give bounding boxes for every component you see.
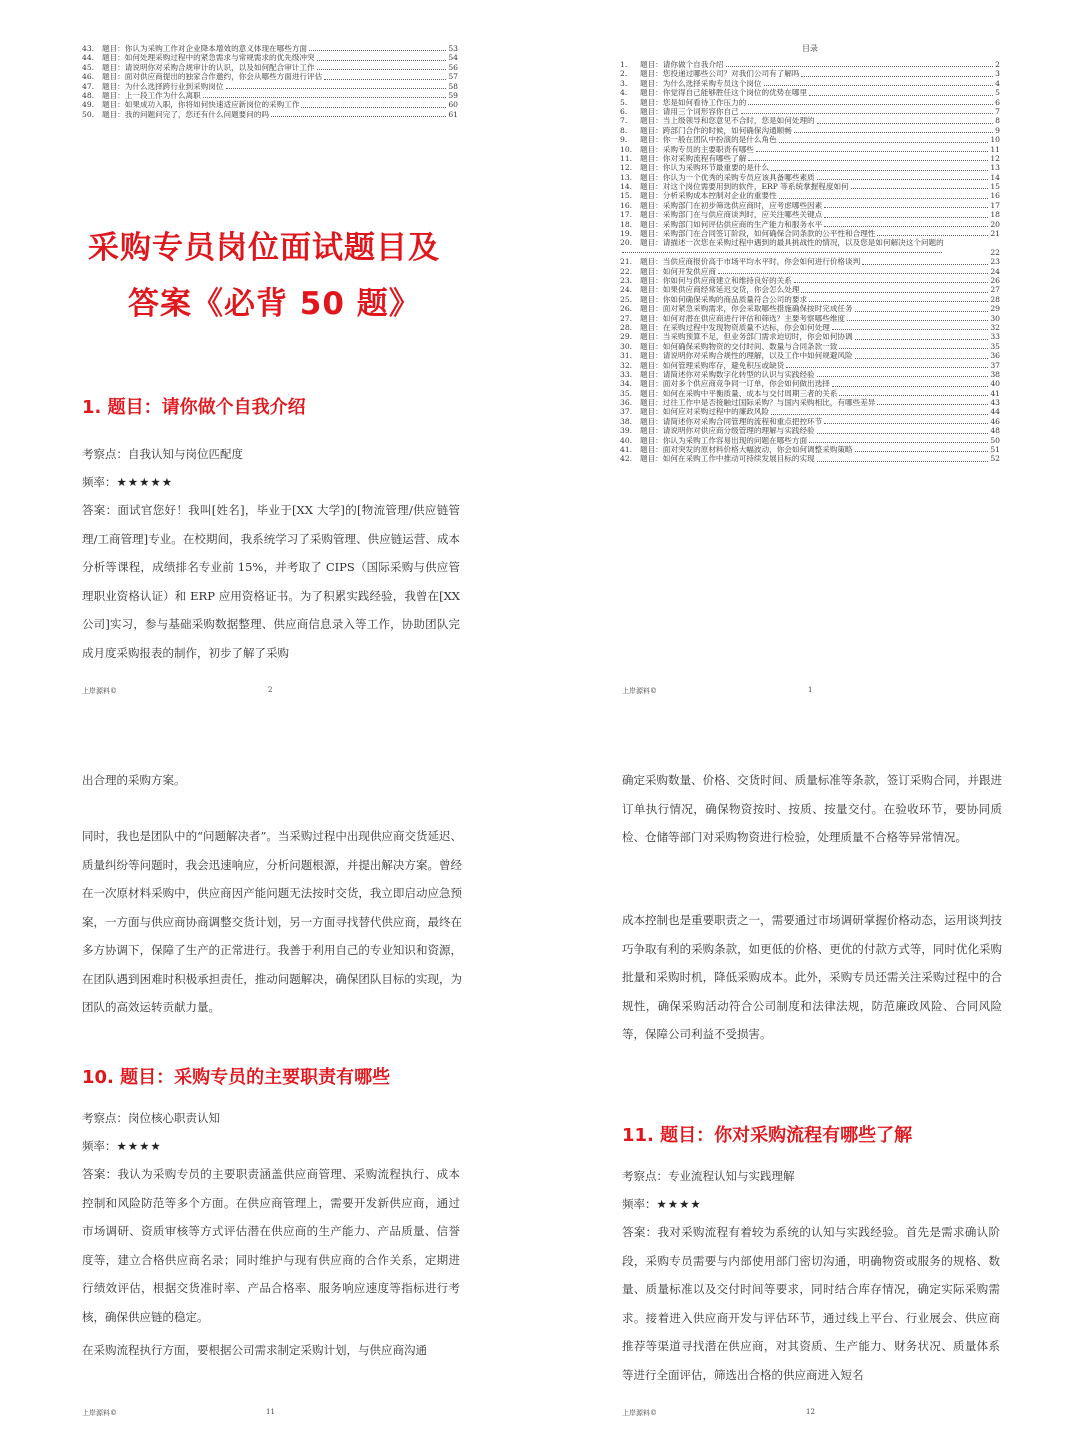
toc-leader-dots [839,348,988,349]
toc-leader-dots [817,376,989,377]
toc-leader-dots [824,217,988,218]
toc-item-number: 3. [620,78,628,88]
toc-item[interactable] [620,454,1000,463]
toc-leader-dots [855,451,989,452]
toc-item[interactable] [620,436,1000,445]
toc-item-number: 18. [620,219,633,229]
toc-list [620,60,1000,464]
toc-item-title: 题目：当采购预算不足，但业务部门需求迫切时，你会如何协调 [640,332,853,342]
toc-leader-dots [317,60,447,61]
toc-item[interactable] [82,110,458,119]
toc-leader-dots [877,235,988,236]
toc-item-page: 12 [990,153,1000,163]
toc-item-title: 题目：如果供应商经常延迟交货，你会怎么处理 [640,285,800,295]
toc-item-title: 题目：上一段工作为什么离职 [102,90,201,100]
toc-item-number: 8. [620,125,628,135]
toc-item-title: 题目：分析采购成本控制对企业的重要性 [640,191,777,201]
toc-item-page: 28 [990,294,1000,304]
toc-item-number: 19. [620,229,633,239]
toc-item-number: 15. [620,191,633,201]
toc-item[interactable] [620,267,1000,276]
toc-item-number: 2. [620,69,628,79]
toc-item-title: 题目：如何在采购中平衡质量、成本与交付周期三者的关系 [640,388,838,398]
toc-item-number: 21. [620,257,633,267]
toc-item[interactable] [620,445,1000,454]
toc-item-page: 10 [990,135,1000,145]
continued-paragraph: 出合理的采购方案。 [82,773,186,787]
toc-item[interactable] [620,154,1000,163]
toc-item-title: 题目：如何应对采购过程中的廉政风险 [640,407,770,417]
toc-item-number: 11. [620,153,633,163]
toc-item-title: 题目：你认为一个优秀的采购专员应该具备哪些素质 [640,172,815,182]
toc-item-title: 题目：你如何与供应商建立和维持良好的关系 [640,276,792,285]
toc-leader-dots [794,132,993,133]
toc-item-page: 11 [990,144,1000,154]
toc-item-title: 题目：你认为采购工作容易出现的问题在哪些方面 [640,435,808,445]
toc-leader-dots [832,386,988,387]
toc-leader-dots [824,207,988,208]
toc-item-page: 61 [448,109,458,119]
toc-item-page: 50 [990,435,1000,445]
toc-leader-dots [855,358,989,359]
toc-item-title: 题目：为什么选择跨行业到采购岗位 [102,81,224,91]
toc-item[interactable] [620,116,1000,125]
toc-item-title: 题目：如何对潜在供应商进行评估和筛选？主要考察哪些维度 [640,313,846,323]
toc-leader-dots [324,79,446,80]
toc-item-number: 30. [620,341,633,351]
toc-item-number: 13. [620,172,633,182]
toc-item[interactable] [82,100,458,109]
toc-item-number: 7. [620,116,628,126]
toc-item-page: 38 [990,369,1000,379]
toc-leader-dots [301,107,446,108]
toc-item[interactable] [620,107,1000,116]
toc-item[interactable] [620,182,1000,191]
frequency-stars: ★★★★ [116,1139,162,1153]
toc-item[interactable] [620,88,1000,97]
toc-item-page: 58 [448,81,458,91]
document-title-line-1: 采购专员岗位面试题目及 [88,230,440,266]
toc-item-page: 15 [990,182,1000,192]
toc-item[interactable] [620,79,1000,88]
toc-item-title: 题目：如何开发供应商 [640,266,716,276]
toc-item[interactable] [620,276,1000,285]
toc-leader-dots [622,252,942,253]
toc-item-number: 27. [620,313,633,323]
toc-item-title: 题目：对这个岗位需要用到的软件，ERP 等系统掌握程度如何 [640,182,849,192]
toc-leader-dots [794,282,988,283]
toc-item[interactable] [82,53,458,62]
toc-item[interactable] [620,69,1000,78]
toc-item-number: 35. [620,388,633,398]
toc-item-page: 7 [995,106,1000,116]
toc-item-title: 题目：采购部门在初步筛选供应商时，应考虑哪些因素 [640,200,823,210]
toc-item-page: 29 [990,304,1000,314]
question-frequency [622,1190,1000,1218]
toc-item-title: 题目：我的问题问完了，您还有什么问题要问的吗 [102,109,270,119]
toc-item-page: 27 [990,285,1000,295]
toc-title: 目录 [802,44,818,53]
footer-brand: 上岸源料© [622,687,657,695]
toc-item-page: 33 [990,332,1000,342]
toc-item-title: 题目：面对供应商提出的独家合作邀约，你会从哪些方面进行评估 [102,72,323,82]
question-11-block [622,1124,1000,1389]
toc-item-number: 40. [620,435,633,445]
toc-item-title: 题目：如何管理采购库存，避免积压或缺货 [640,360,785,370]
toc-item-title: 题目：采购部门在合同签订阶段，如何确保合同条款的公平性和合理性 [640,229,876,239]
toc-item-page: 32 [990,322,1000,332]
toc-item-number: 29. [620,332,633,342]
toc-item-title: 题目：面对多个供应商竞争同一订单，你会如何做出选择 [640,379,830,389]
toc-leader-dots [817,123,994,124]
toc-item[interactable] [620,351,1000,360]
toc-continuation-list [82,44,458,119]
toc-item[interactable] [620,379,1000,388]
toc-item-title: 题目：当上级领导和您意见不合时，您是如何处理的 [640,116,815,126]
toc-leader-dots [855,311,989,312]
question-1-block [82,396,460,667]
answer-paragraph: 答案：面试官您好！我叫[姓名]，毕业于[XX 大学]的[物流管理/供应链管理/工商管理]专业。在校期间，我系统学习了采购管理、供应链运营、成本分析等课程，成绩排名专业前 15%，并考取了 CIPS（国际采购与供应管理职业资格认证）和 ERP 应用资格证书。为了积累实践经验，我曾在[XX 公司]实习，参与基础采购数据整理、供应商信息录入等工作，协助团队完成月度采购报表的制作，初步了解了采购 [82,503,460,660]
frequency-label: 频率： [82,475,117,489]
toc-item-title: 题目：请说明你对采购合规审计的认识，以及如何配合审计工作 [102,62,315,72]
toc-item-title: 题目：你如何确保采购的商品质量符合公司的要求 [640,294,808,304]
toc-item-title: 题目：你觉得自己能够胜任这个岗位的优势在哪里 [640,88,808,98]
toc-leader-dots [847,320,988,321]
toc-leader-dots [226,88,447,89]
toc-leader-dots [726,66,994,67]
toc-item[interactable] [620,304,1000,313]
toc-item[interactable] [620,332,1000,341]
document-page-12 [540,720,1080,1440]
toc-item-page: 23 [990,257,1000,267]
toc-item-title: 题目：面对紧急采购需求，你会采取哪些措施确保按时完成任务 [640,304,853,314]
toc-item[interactable] [620,426,1000,435]
toc-leader-dots [203,97,447,98]
toc-item-title: 题目：请用三个词形容你自己 [640,106,739,116]
toc-item[interactable] [620,361,1000,370]
frequency-label: 频率： [622,1197,657,1211]
toc-item[interactable] [620,201,1000,210]
toc-item-page: 2 [995,60,1000,69]
toc-item-page: 60 [448,100,458,110]
toc-item-page: 41 [990,388,1000,398]
toc-item-title: 题目：如何确保采购物资的交付时间、数量与合同条款一致 [640,341,838,351]
toc-item-number: 39. [620,426,633,436]
toc-item[interactable] [620,370,1000,379]
toc-item-number: 12. [620,163,633,173]
toc-item-number: 42. [620,454,633,464]
toc-item-page: 3 [995,69,1000,79]
toc-item-number: 50. [82,109,95,119]
toc-item-page: 16 [990,191,1000,201]
toc-item-page: 17 [990,200,1000,210]
toc-item-title: 题目：请说明你对供应商分级管理的理解与实践经验 [640,426,815,436]
toc-leader-dots [317,69,447,70]
toc-item-page: 18 [990,210,1000,220]
footer-brand: 上岸源料© [82,1409,117,1417]
toc-leader-dots [801,76,993,77]
toc-leader-dots [741,113,993,114]
toc-item-number: 22. [620,266,633,276]
toc-item-page: 57 [448,72,458,82]
cost-control-paragraph: 成本控制也是重要职责之一，需要通过市场调研掌握价格动态，运用谈判技巧争取有利的采购条款，如更低的价格、更优的付款方式等，同时优化采购批量和采购时机，降低采购成本。此外，采购专员还需关注采购过程中的合规性，确保采购活动符合公司制度和法律法规，防范廉政风险、合同风险等，保障公司利益不受损害。 [622,913,1002,1041]
toc-leader-dots [801,292,988,293]
question-focus: 考察点：岗位核心职责认知 [82,1111,220,1125]
footer-page-number: 11 [266,1408,275,1416]
question-frequency [82,468,460,496]
toc-item-title: 题目：请简述你对采购合同管理的流程和重点把控环节 [640,416,823,426]
toc-item-title: 题目：面对突发的原材料价格大幅波动，你会如何调整采购策略 [640,445,853,455]
toc-item-title: 题目：请简述你对采购数字化转型的认识与实践经验 [640,369,815,379]
toc-item-number: 49. [82,100,95,110]
toc-item-title: 题目：你对采购流程有哪些了解 [640,153,747,163]
question-frequency [82,1132,460,1160]
toc-leader-dots [817,433,989,434]
answer-paragraph: 答案：我认为采购专员的主要职责涵盖供应商管理、采购流程执行、成本控制和风险防范等多个方面。在供应商管理上，需要开发新供应商，通过市场调研、资质审核等方式评估潜在供应商的生产能力、产品质量、信誉度等，建立合格供应商名录；同时维护与现有供应商的合作关系，定期进行绩效评估，根据交货准时率、产品合格率、服务响应速度等指标进行考核，确保供应链的稳定。 [82,1167,460,1324]
toc-item[interactable] [82,44,458,53]
toc-item-number: 9. [620,135,628,145]
toc-leader-dots [832,329,988,330]
toc-item-number: 44. [82,53,95,63]
toc-item-number: 23. [620,276,633,285]
toc-item[interactable] [620,398,1000,407]
toc-item-title: 题目：请说明你对采购合规性的理解，以及工作中如何规避风险 [640,351,853,361]
question-heading: 10. 题目：采购专员的主要职责有哪些 [82,1067,391,1088]
toc-item-title: 题目：您是如何看待工作压力的 [640,97,747,107]
footer-brand: 上岸源料© [82,687,117,695]
toc-item-page: 22 [990,247,1000,257]
toc-item-number: 24. [620,285,633,295]
question-10-block [82,1066,460,1331]
toc-item-title: 题目：你认为采购环节最重要的是什么 [640,163,770,173]
toc-item-number: 6. [620,106,628,116]
toc-item-title: 题目：如何在采购工作中推动可持续发展目标的实现 [640,454,815,464]
toc-leader-dots [824,423,988,424]
toc-leader-dots [779,142,989,143]
question-focus: 考察点：自我认知与岗位匹配度 [82,447,243,461]
toc-leader-dots [824,226,988,227]
toc-item-page: 8 [995,116,1000,126]
toc-item[interactable] [620,135,1000,144]
toc-item[interactable] [620,145,1000,154]
toc-item-page: 26 [990,276,1000,285]
problem-solver-paragraph: 同时，我也是团队中的“问题解决者”。当采购过程中出现供应商交货延迟、质量纠纷等问题时，我会迅速响应，分析问题根源，并提出解决方案。曾经在一次原材料采购中，供应商因产能问题无法按时交货，我立即启动应急预案，一方面与供应商协商调整交货计划，另一方面寻找替代供应商，最终在多方协调下，保障了生产的正常进行。我善于利用自己的专业知识和资源，在团队遇到困难时积极承担责任，推动问题解决，确保团队目标的实现，为团队的高效运转贡献力量。 [82,829,462,1014]
toc-leader-dots [748,104,993,105]
toc-item-page: 13 [990,163,1000,173]
document-title [60,220,500,332]
toc-leader-dots [786,367,988,368]
toc-item-number: 45. [82,62,95,72]
continued-paragraph: 确定采购数量、价格、交货时间、质量标准等条款，签订采购合同，并跟进订单执行情况，确保物资按时、按质、按量交付。在验收环节，要协同质检、仓储等部门对采购物资进行检验，处理质量不合格等异常情况。 [622,773,1002,844]
toc-item[interactable] [620,285,1000,294]
toc-item[interactable] [82,63,458,72]
toc-item[interactable] [620,389,1000,398]
toc-item-page: 52 [990,454,1000,464]
toc-item-title: 题目：过往工作中是否接触过国际采购？与国内采购相比，有哪些差异 [640,398,876,408]
toc-item[interactable] [620,229,1000,238]
toc-leader-dots [771,170,988,171]
toc-item-title: 题目：跨部门合作的时候，如何确保沟通顺畅 [640,125,792,135]
question-focus: 考察点：专业流程认知与实践理解 [622,1169,795,1183]
toc-item-page: 20 [990,219,1000,229]
toc-item-page: 30 [990,313,1000,323]
toc-item-title: 题目：你认为采购工作对企业降本增效的意义体现在哪些方面 [102,44,308,53]
toc-leader-dots [851,188,989,189]
toc-item-title: 题目：当供应商报价高于市场平均水平时，你会如何进行价格谈判 [640,257,861,267]
document-page-11 [0,720,540,1440]
toc-item-page: 43 [990,398,1000,408]
toc-item-number: 20. [620,238,633,248]
toc-item-page: 9 [995,125,1000,135]
toc-item-page: 51 [990,445,1000,455]
toc-item-page: 21 [990,229,1000,239]
toc-item-number: 4. [620,88,628,98]
toc-item-number: 26. [620,304,633,314]
toc-leader-dots [817,461,989,462]
toc-item-title: 题目：为什么选择采购专员这个岗位 [640,78,762,88]
toc-item-page: 40 [990,379,1000,389]
toc-item-number: 47. [82,81,95,91]
toc-leader-dots [309,50,446,51]
toc-item[interactable] [620,98,1000,107]
toc-item-number: 28. [620,322,633,332]
toc-item-number: 36. [620,398,633,408]
toc-item-number: 25. [620,294,633,304]
toc-leader-dots [862,264,988,265]
toc-item-page: 14 [990,172,1000,182]
toc-item-page: 48 [990,426,1000,436]
toc-leader-dots [817,179,989,180]
answer-paragraph: 答案：我对采购流程有着较为系统的认知与实践经验。首先是需求确认阶段，采购专员需要与内部使用部门密切沟通，明确物资或服务的规格、数量、质量标准以及交付时间等要求，同时结合库存情况，确定实际采购需求。接着进入供应商开发与评估环节，通过线上平台、行业展会、供应商推荐等渠道寻找潜在供应商，对其资质、生产能力、财务状况、质量体系等进行全面评估，筛选出合格的供应商进入短名 [622,1225,1000,1382]
toc-item-page: 35 [990,341,1000,351]
toc-item-title: 题目：你一般在团队中扮演的是什么角色 [640,135,777,145]
toc-leader-dots [809,301,988,302]
toc-leader-dots [718,273,988,274]
toc-item[interactable] [620,238,1000,257]
toc-leader-dots [839,395,988,396]
toc-item-number: 32. [620,360,633,370]
toc-item-title: 题目：如何处理采购过程中的紧急需求与常规需求的优先级冲突 [102,53,315,63]
frequency-stars: ★★★★★ [116,475,174,489]
toc-item[interactable] [620,342,1000,351]
toc-leader-dots [756,151,988,152]
toc-item-number: 33. [620,369,633,379]
toc-item-page: 37 [990,360,1000,370]
toc-leader-dots [877,404,988,405]
toc-leader-dots [764,85,994,86]
toc-item-title: 题目：请描述一次您在采购过程中遇到的最具挑战性的情况，以及您是如何解决这个问题的 [640,238,944,248]
document-title-line-2: 答案《必背 50 题》 [128,286,421,322]
toc-item[interactable] [620,257,1000,266]
toc-item-number: 48. [82,90,95,100]
toc-leader-dots [771,414,988,415]
toc-item-number: 46. [82,72,95,82]
toc-item-title: 题目：请你做个自我介绍 [640,60,724,69]
toc-item-page: 44 [990,407,1000,417]
toc-item-page: 4 [995,78,1000,88]
document-page-2 [0,0,540,720]
toc-item[interactable] [620,163,1000,172]
toc-leader-dots [809,442,988,443]
toc-item[interactable] [620,191,1000,200]
toc-item-page: 24 [990,266,1000,276]
toc-item-number: 38. [620,416,633,426]
toc-item-number: 14. [620,182,633,192]
footer-page-number: 2 [268,686,273,694]
toc-item-title: 题目：采购专员的主要职责有哪些 [640,144,754,154]
toc-item[interactable] [620,407,1000,416]
toc-item[interactable] [620,295,1000,304]
toc-item-title: 题目：如果成功入职，你将如何快速适应新岗位的采购工作 [102,100,300,110]
toc-item[interactable] [620,323,1000,332]
toc-item[interactable] [82,91,458,100]
frequency-stars: ★★★★ [656,1197,702,1211]
toc-leader-dots [779,198,989,199]
toc-item-page: 53 [448,44,458,53]
toc-item-number: 37. [620,407,633,417]
toc-item-page: 54 [448,53,458,63]
toc-item-number: 5. [620,97,628,107]
toc-item-page: 59 [448,90,458,100]
toc-item-title: 题目：采购部门在与供应商谈判时，应关注哪些关键点 [640,210,823,220]
toc-item-number: 1. [620,60,628,69]
toc-leader-dots [748,160,988,161]
toc-item-number: 43. [82,44,95,53]
toc-item-page: 5 [995,88,1000,98]
toc-item-number: 34. [620,379,633,389]
toc-item[interactable] [620,314,1000,323]
toc-item-title: 题目：您投递过哪些公司？对我们公司有了解吗 [640,69,800,79]
toc-leader-dots [855,339,989,340]
toc-item[interactable] [620,220,1000,229]
toc-item-number: 31. [620,351,633,361]
toc-item[interactable] [620,417,1000,426]
footer-brand: 上岸源料© [622,1409,657,1417]
toc-item-number: 17. [620,210,633,220]
toc-item-number: 41. [620,445,633,455]
toc-item[interactable] [82,72,458,81]
footer-page-number: 1 [808,686,813,694]
toc-item-number: 10. [620,144,633,154]
footer-page-number: 12 [806,1408,815,1416]
toc-item-page: 46 [990,416,1000,426]
frequency-label: 频率： [82,1139,117,1153]
document-page-1 [540,0,1080,720]
toc-item-title: 题目：采购部门如何评估供应商的生产能力和服务水平 [640,219,823,229]
toc-item-page: 36 [990,351,1000,361]
toc-leader-dots [809,95,993,96]
toc-item[interactable] [620,173,1000,182]
toc-item[interactable] [620,126,1000,135]
toc-item-title: 题目：在采购过程中发现物资质量不达标，你会如何处理 [640,322,830,332]
toc-item[interactable] [620,210,1000,219]
question-heading: 11. 题目：你对采购流程有哪些了解 [622,1125,913,1146]
toc-item-page: 6 [995,97,1000,107]
toc-item-number: 16. [620,200,633,210]
toc-item[interactable] [82,82,458,91]
toc-item[interactable] [620,60,1000,69]
toc-item-page: 56 [448,62,458,72]
toc-leader-dots [271,116,446,117]
process-paragraph: 在采购流程执行方面，要根据公司需求制定采购计划，与供应商沟通 [82,1343,427,1357]
question-heading: 1. 题目：请你做个自我介绍 [82,397,306,418]
